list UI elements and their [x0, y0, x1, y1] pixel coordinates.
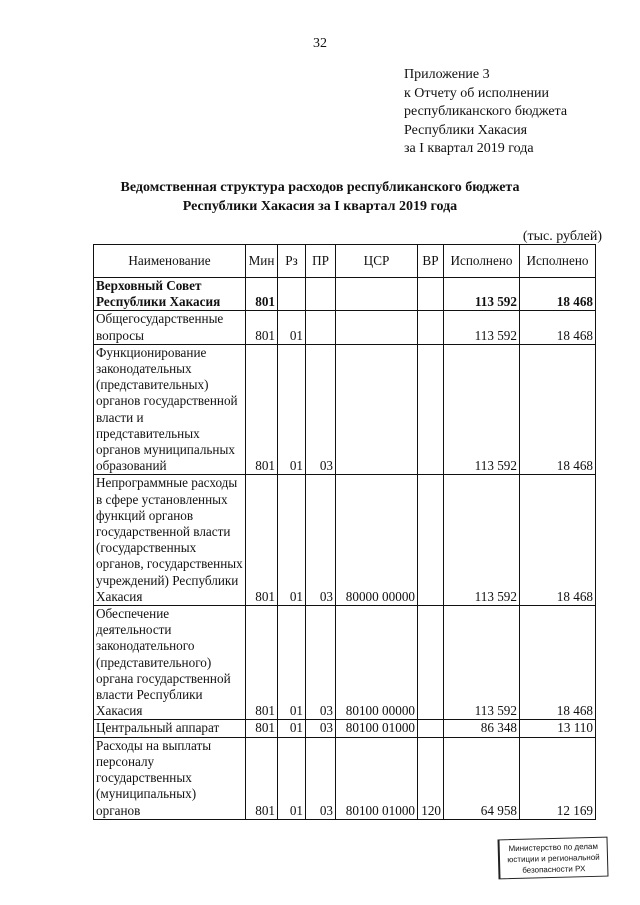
row-rz: 01 [278, 720, 306, 737]
row-pr [306, 278, 336, 311]
title-line-2: Республики Хакасия за I квартал 2019 года [182, 199, 458, 214]
row-name: Общегосударственные вопросы [94, 311, 246, 344]
row-executed-2: 18 468 [520, 311, 596, 344]
row-csr [336, 311, 418, 344]
row-executed-1: 86 348 [444, 720, 520, 737]
stamp-line: Министерство по делам [508, 841, 599, 854]
row-pr: 03 [306, 737, 336, 819]
row-pr: 03 [306, 720, 336, 737]
header-vr: ВР [418, 245, 444, 278]
row-vr [418, 311, 444, 344]
table-row [94, 311, 596, 344]
row-executed-2: 18 468 [520, 475, 596, 606]
row-min: 801 [246, 344, 278, 475]
row-min: 801 [246, 737, 278, 819]
header-executed-1: Исполнено [444, 245, 520, 278]
row-min: 801 [246, 278, 278, 311]
row-executed-1: 113 592 [444, 475, 520, 606]
header-rz: Рз [278, 245, 306, 278]
row-pr: 03 [306, 475, 336, 606]
row-csr [336, 344, 418, 475]
row-min: 801 [246, 475, 278, 606]
header-name: Наименование [94, 245, 246, 278]
row-pr [306, 311, 336, 344]
row-vr [418, 475, 444, 606]
page-number: 32 [313, 36, 327, 51]
row-rz: 01 [278, 311, 306, 344]
row-rz: 01 [278, 737, 306, 819]
row-executed-2: 18 468 [520, 606, 596, 720]
header-pr: ПР [306, 245, 336, 278]
table-row [94, 344, 596, 475]
appendix-note [404, 66, 567, 159]
expenditure-table [93, 244, 596, 820]
row-min: 801 [246, 606, 278, 720]
row-vr [418, 278, 444, 311]
row-executed-2: 18 468 [520, 278, 596, 311]
row-vr [418, 344, 444, 475]
row-executed-1: 113 592 [444, 311, 520, 344]
row-name: Центральный аппарат [94, 720, 246, 737]
table-row [94, 278, 596, 311]
row-pr: 03 [306, 606, 336, 720]
row-executed-1: 113 592 [444, 278, 520, 311]
appendix-line: за I квартал 2019 года [404, 141, 534, 156]
table-row [94, 475, 596, 606]
row-min: 801 [246, 311, 278, 344]
row-executed-1: 113 592 [444, 344, 520, 475]
row-name: Верховный Совет Республики Хакасия [94, 278, 246, 311]
table-row [94, 606, 596, 720]
row-min: 801 [246, 720, 278, 737]
row-name: Обеспечение деятельности законодательного (представительного) органа государственной власти Республики Хакасия [94, 606, 246, 720]
table-header-row [94, 245, 596, 278]
appendix-line: Республики Хакасия [404, 122, 528, 138]
ministry-stamp [497, 837, 608, 880]
row-rz: 01 [278, 344, 306, 475]
row-executed-1: 113 592 [444, 606, 520, 720]
row-csr: 80100 01000 [336, 720, 418, 737]
appendix-line: Приложение 3 [404, 67, 490, 82]
row-csr: 80100 01000 [336, 737, 418, 819]
header-min: Мин [246, 245, 278, 278]
table-row [94, 737, 596, 819]
row-vr [418, 606, 444, 720]
row-rz: 01 [278, 475, 306, 606]
row-csr: 80100 00000 [336, 606, 418, 720]
title-line-1: Ведомственная структура расходов республиканского бюджета [120, 180, 520, 195]
row-executed-2: 12 169 [520, 737, 596, 819]
row-name: Непрограммные расходы в сфере установленных функций органов государственной власти (государственных органов, государственных учреждений) Республики Хакасия [94, 475, 246, 606]
row-name: Функционирование законодательных (представительных) органов государственной власти и представительных органов муниципальных образований [94, 344, 246, 475]
row-executed-2: 18 468 [520, 344, 596, 475]
document-title [0, 178, 640, 216]
row-vr [418, 720, 444, 737]
row-vr: 120 [418, 737, 444, 819]
units-label: (тыс. рублей) [522, 229, 602, 244]
row-rz: 01 [278, 606, 306, 720]
row-executed-2: 13 110 [520, 720, 596, 737]
row-pr: 03 [306, 344, 336, 475]
row-executed-1: 64 958 [444, 737, 520, 819]
row-csr [336, 278, 418, 311]
stamp-line: юстиции и региональной [507, 852, 600, 865]
row-csr: 80000 00000 [336, 475, 418, 606]
row-name: Расходы на выплаты персоналу государственных (муниципальных) органов [94, 737, 246, 819]
appendix-line: республиканского бюджета [404, 104, 568, 119]
row-rz [278, 278, 306, 311]
appendix-line: к Отчету об исполнении [404, 85, 550, 101]
stamp-line: безопасности РХ [522, 864, 586, 875]
header-csr: ЦСР [336, 245, 418, 278]
table-row [94, 720, 596, 737]
header-executed-2: Исполнено [520, 245, 596, 278]
